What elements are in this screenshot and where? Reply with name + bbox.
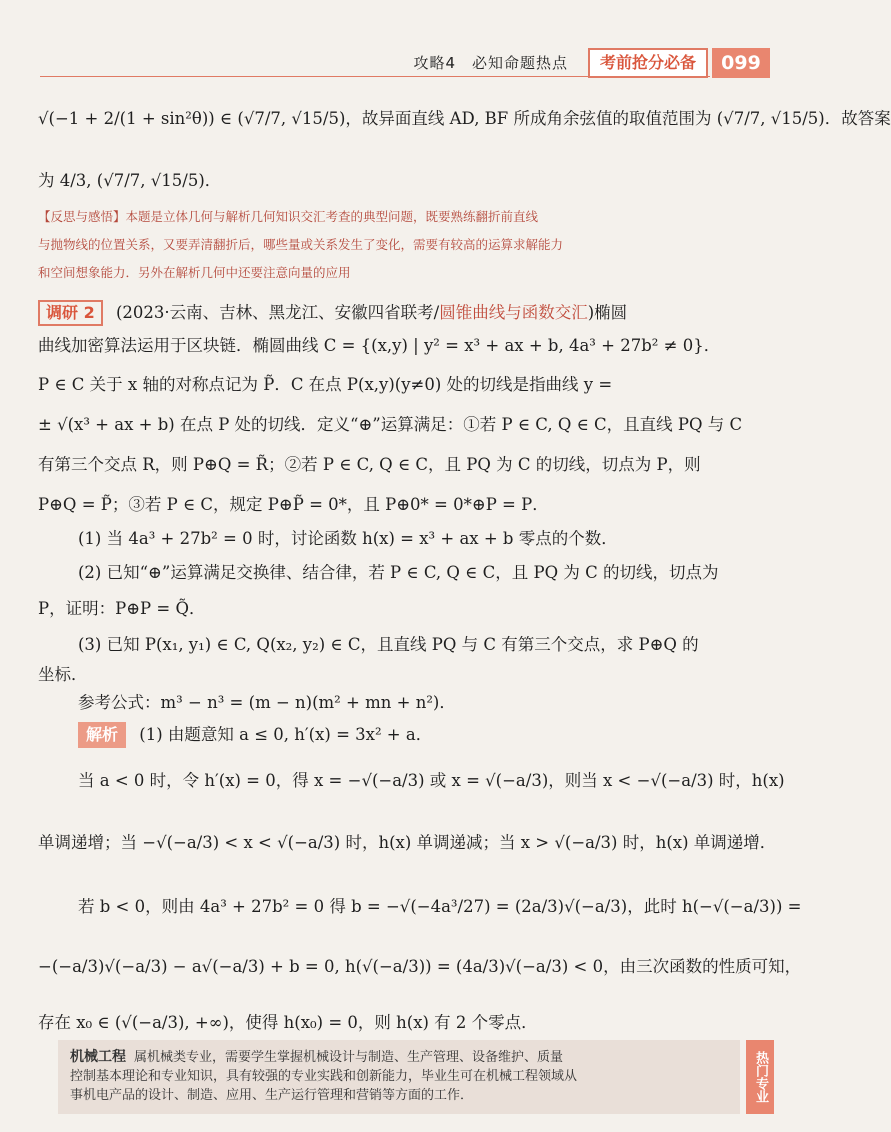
problem-heading: 调研 2 (2023·云南、吉林、黑龙江、安徽四省联考/圆锥曲线与函数交汇)椭圆 bbox=[38, 300, 764, 326]
problem-line: P ∈ C 关于 x 轴的对称点记为 P̃．C 在点 P(x,y)(y≠0) 处的切线是指曲线 y = bbox=[38, 375, 613, 394]
solution-line: 存在 x₀ ∈ (√(−a/3), +∞)，使得 h(x₀) = 0，则 h(x) 有 2 个零点． bbox=[38, 1013, 538, 1032]
reflection-line: 【反思与感悟】本题是立体几何与解析几何知识交汇考查的典型问题，既要熟练翻折前直线 bbox=[38, 209, 539, 224]
solution-line: 单调递增；当 −√(−a/3) < x < √(−a/3) 时，h(x) 单调递减；当 x > √(−a/3) 时，h(x) 单调递增． bbox=[38, 833, 777, 852]
reflection-line: 与抛物线的位置关系，又要弄清翻折后，哪些量或关系发生了变化，需要有较高的运算求解能力 bbox=[38, 237, 564, 252]
solution-tag: 解析 bbox=[78, 722, 126, 748]
question-2: (2) 已知“⊕”运算满足交换律、结合律，若 P ∈ C, Q ∈ C，且 PQ 为 C 的切线，切点为 bbox=[78, 563, 719, 582]
problem-line: ± √(x³ + ax + b) 在点 P 处的切线．定义“⊕”运算满足：①若 P ∈ C, Q ∈ C，且直线 PQ 与 C bbox=[38, 415, 743, 434]
solution-line: 当 a < 0 时，令 h′(x) = 0，得 x = −√(−a/3) 或 x = √(−a/3)，则当 x < −√(−a/3) 时，h(x) bbox=[78, 771, 785, 790]
question-3-cont: 坐标． bbox=[38, 665, 88, 684]
problem-tag: 调研 2 bbox=[38, 300, 103, 326]
solution-line: (1) 由题意知 a ≤ 0, h′(x) = 3x² + a． bbox=[139, 725, 433, 744]
solution-start bbox=[78, 722, 764, 748]
problem-topic: 圆锥曲线与函数交汇 bbox=[439, 303, 588, 322]
question-3: (3) 已知 P(x₁, y₁) ∈ C, Q(x₂, y₂) ∈ C，且直线 PQ 与 C 有第三个交点，求 P⊕Q 的 bbox=[78, 635, 699, 654]
side-tab: 热门专业 bbox=[746, 1040, 774, 1114]
major-text: 属机械类专业，需要学生掌握机械设计与制造、生产管理、设备维护、质量 bbox=[134, 1050, 564, 1065]
solution-line: −(−a/3)√(−a/3) − a√(−a/3) + b = 0, h(√(−a/3)) = (4a/3)√(−a/3) < 0，由三次函数的性质可知， bbox=[38, 957, 802, 976]
major-text: 事机电产品的设计、制造、应用、生产运行管理和营销等方面的工作． bbox=[70, 1088, 474, 1103]
major-info-box bbox=[58, 1040, 740, 1114]
problem-line: 有第三个交点 R，则 P⊕Q = R̃；②若 P ∈ C, Q ∈ C，且 PQ 为 C 的切线，切点为 P，则 bbox=[38, 455, 701, 474]
major-text: 控制基本理论和专业知识，具有较强的专业实践和创新能力，毕业生可在机械工程领域从 bbox=[70, 1069, 578, 1084]
reflection-line: 和空间想象能力．另外在解析几何中还要注意向量的应用 bbox=[38, 265, 351, 280]
problem-line: P⊕Q = P̃；③若 P ∈ C，规定 P⊕P̃ = 0*，且 P⊕0* = 0*⊕P = P． bbox=[38, 495, 549, 514]
reference-formula: 参考公式：m³ − n³ = (m − n)(m² + mn + n²)． bbox=[78, 693, 456, 712]
header-divider bbox=[40, 76, 710, 77]
problem-source: (2023·云南、吉林、黑龙江、安徽四省联考/ bbox=[115, 303, 440, 322]
problem-line: 曲线加密算法运用于区块链．椭圆曲线 C = {(x,y) | y² = x³ + ax + b, 4a³ + 27b² ≠ 0}． bbox=[38, 336, 721, 355]
header-badge: 考前抢分必备 bbox=[588, 48, 708, 78]
major-title: 机械工程 bbox=[70, 1049, 126, 1065]
problem-text-start: 椭圆 bbox=[594, 303, 628, 322]
page-number: 099 bbox=[712, 48, 770, 78]
solution-line: 若 b < 0，则由 4a³ + 27b² = 0 得 b = −√(−4a³/27) = (2a/3)√(−a/3)，此时 h(−√(−a/3)) = bbox=[78, 897, 802, 916]
text-line: √(−1 + 2/(1 + sin²θ)) ∈ (√7/7, √15/5)，故异面直线 AD, BF 所成角余弦值的取值范围为 (√7/7, √15/5)．故答案 bbox=[38, 109, 891, 128]
section-title: 攻略4 必知命题热点 bbox=[413, 54, 568, 72]
page-header bbox=[0, 44, 800, 86]
question-1: (1) 当 4a³ + 27b² = 0 时，讨论函数 h(x) = x³ + ax + b 零点的个数． bbox=[78, 529, 618, 548]
question-2-cont: P，证明：P⊕P = Q̃． bbox=[38, 599, 206, 618]
text-line: 为 4/3, (√7/7, √15/5)． bbox=[38, 171, 222, 190]
